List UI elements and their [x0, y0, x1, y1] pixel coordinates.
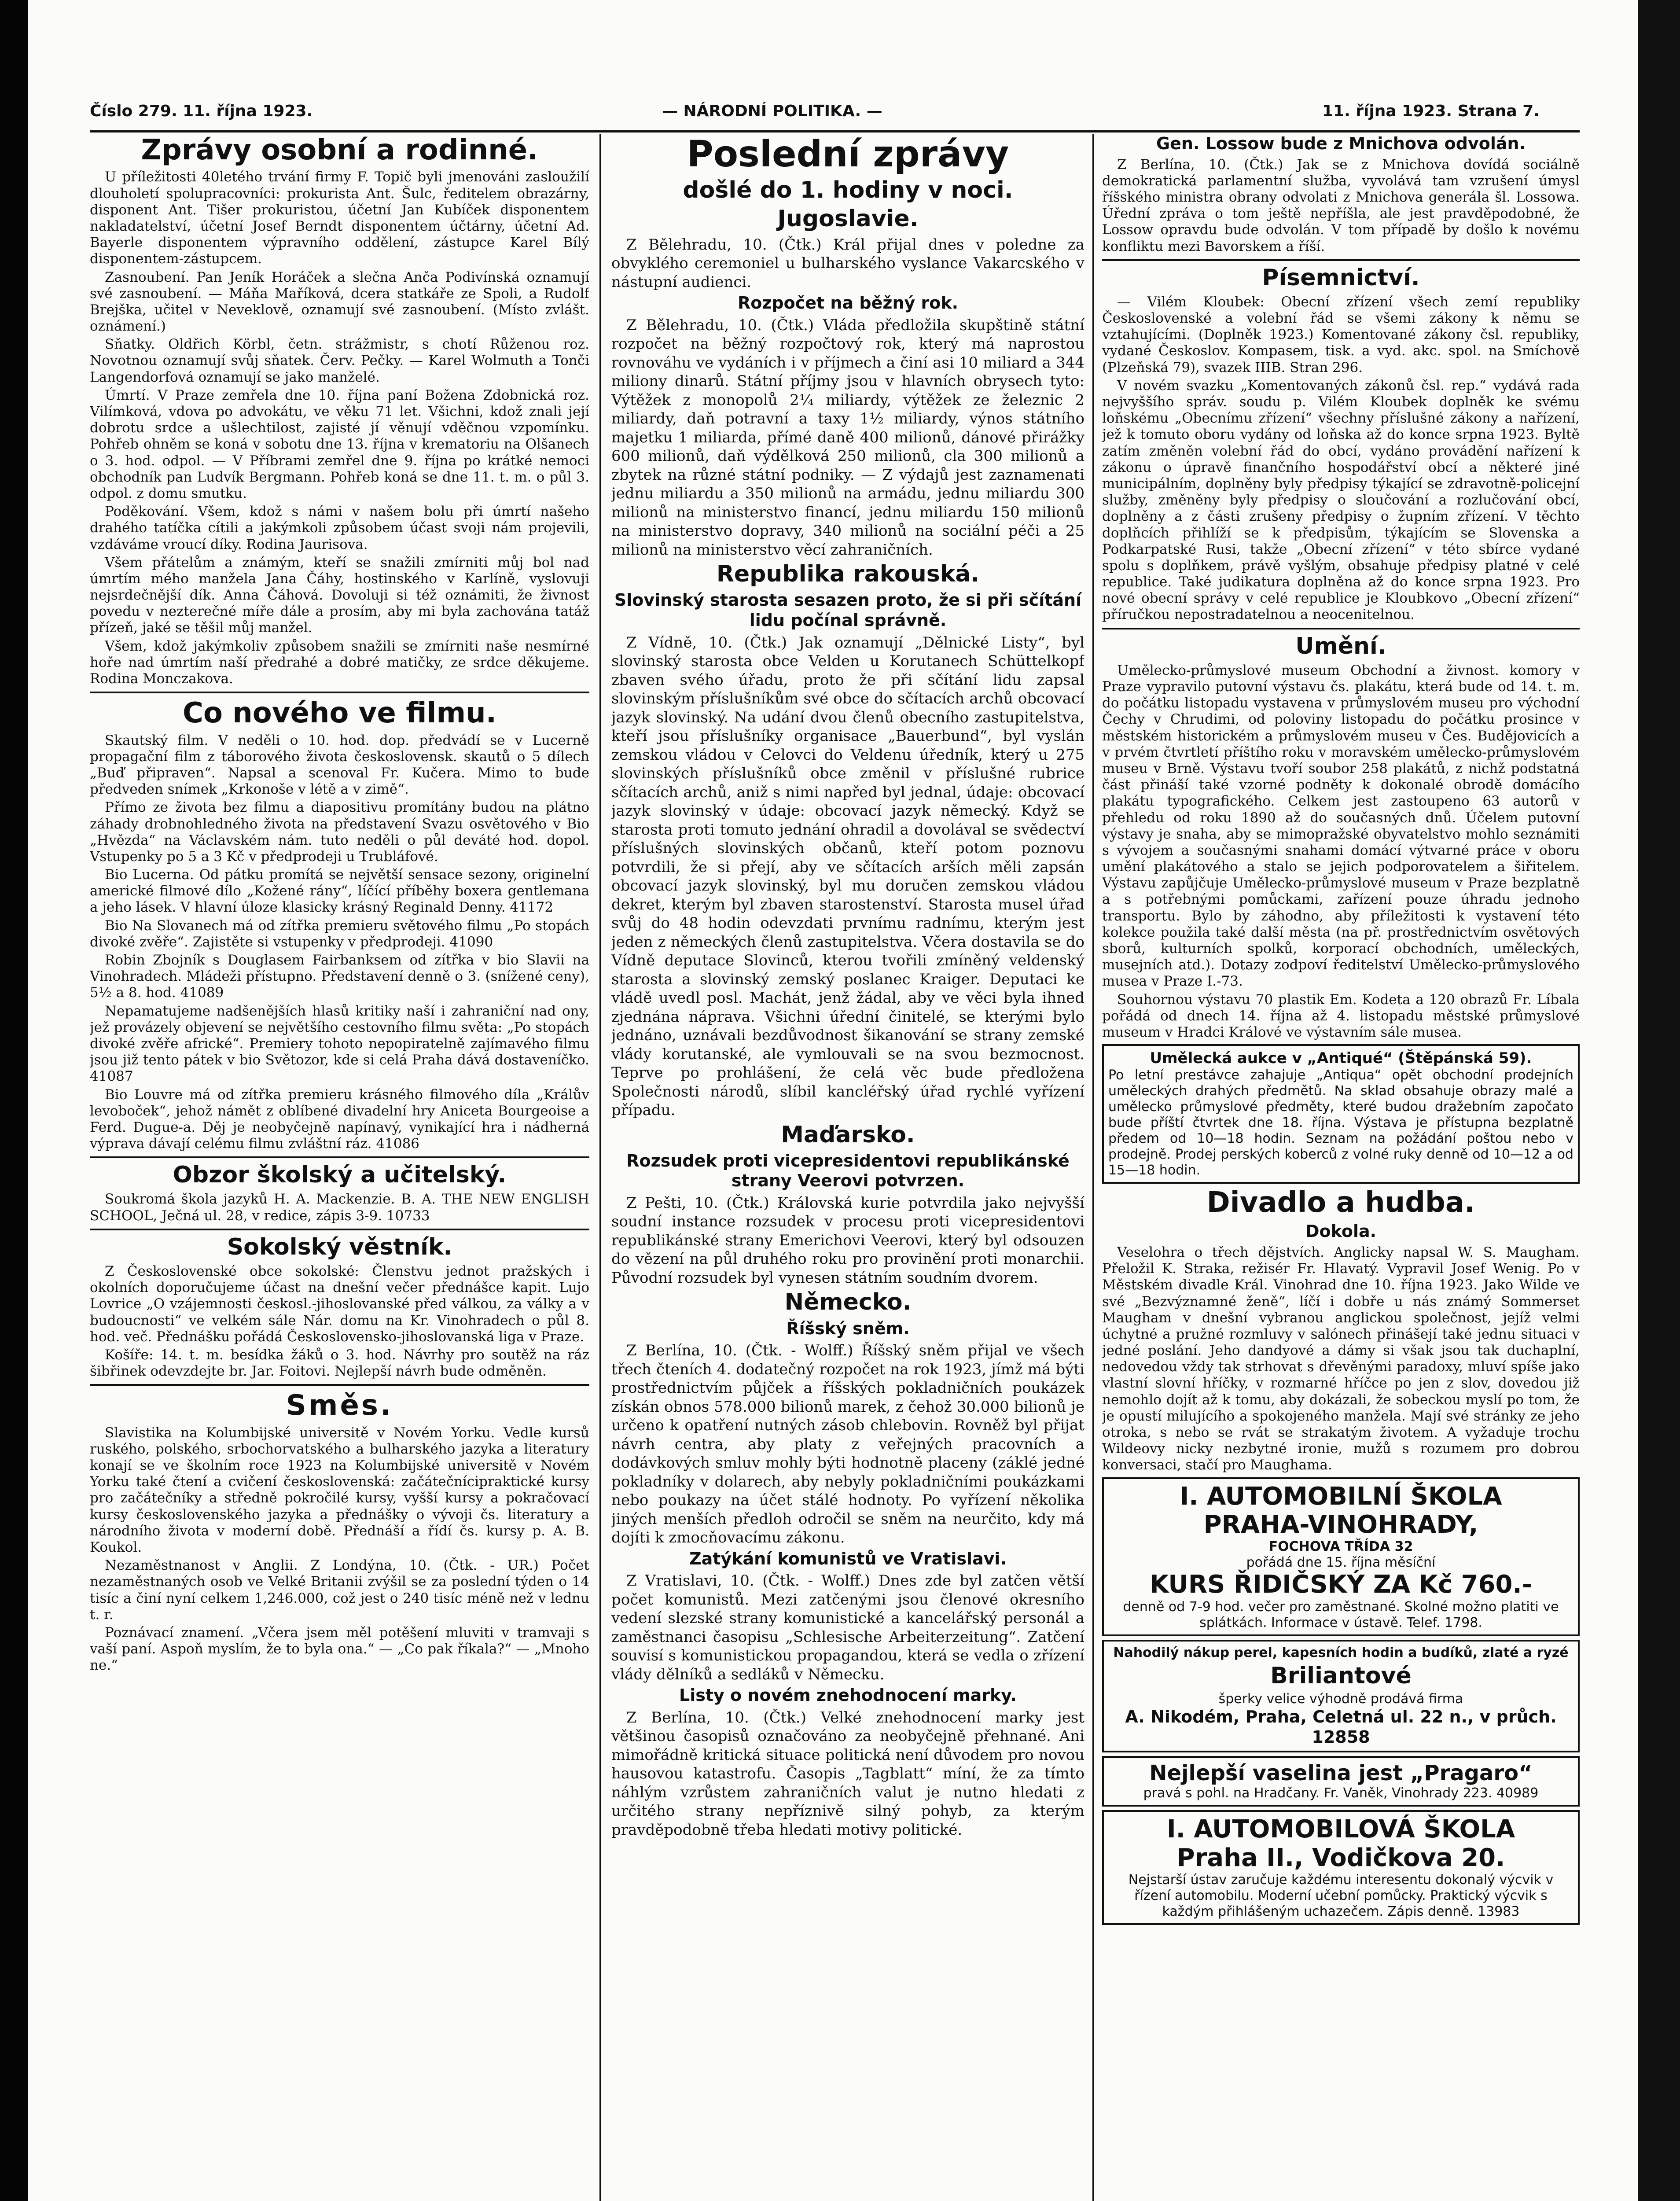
zpravy-para-3: Sňatky. Oldřich Körbl, četn. strážmistr, s chotí Růženou roz. Novotnou oznamují svůj sňatek. Červ. Pečky. — Karel Wolmuth a Tonči Langendorfová oznamují se jako manželé.: [90, 336, 589, 385]
nemecko-subheading-2: Zatýkání komunistů ve Vratislavi.: [689, 1549, 1007, 1568]
latest-news-subtitle: došlé do 1. hodiny v noci.: [683, 177, 1013, 204]
film-para-1: Skautský film. V neděli o 10. hod. dop. předvádí se v Lucerně propagační film z táborového života československ. skautů o 5 dílech „Buď připraven“. Napsal a scenoval Fr. Kučera. Mimo to bude předveden snímek „Krkonoše v létě a v zimě“.: [90, 732, 589, 798]
skolsky-para-1: Soukromá škola jazyků H. A. Mackenzie. B. A. THE NEW ENGLISH SCHOOL, Ječná ul. 28, v redice, zápis 3-9. 10733: [90, 1191, 589, 1224]
lossow-item: Z Berlína, 10. (Čtk.) Jak se z Mnichova dovídá sociálně demokratická parlamentní služba, vyvolává tam vzrušení úmysl říšského ministra obrany odvolati z Mnichova generála šl. Lossowa. Úřední zpráva o tom ještě nepříšla, ale jest pravděpodobné, že Lossow opravdu bude odvolán. V tom případě by došlo k novému konfliktu mezi Bavorskem a říší.: [1102, 156, 1580, 254]
heading-rakousko: Republika rakouská.: [716, 561, 980, 588]
column-rule-1: [599, 134, 601, 2201]
ad2-sub: šperky velice výhodně prodává firma: [1218, 1691, 1463, 1707]
section-title-film: Co nového ve filmu.: [182, 697, 497, 730]
divider: [90, 1229, 589, 1230]
section-title-zpravy: Zprávy osobní a rodinné.: [141, 134, 538, 166]
heading-jugoslavie: Jugoslavie.: [777, 206, 919, 232]
latest-news-title: Poslední zprávy: [687, 133, 1009, 175]
nemecko-item-3: Z Berlína, 10. (Čtk.) Velké znehodnocení marky jest většinou časopisů označováno za neobyčejně přehnané. Ani mimořádně kritická situace politická není důvodem pro novou hausovou katastrofu. Časopis „Tagblatt“ míní, že za tímto náhlým vzrůstem zahraničních valut je nutno hledati z určitého strany nepříznivě silný pohyb, za kterým pravděpodobně třeba hledati motivy politické.: [611, 1708, 1084, 1839]
section-title-smes: Směs.: [286, 1389, 393, 1422]
ad2-name: A. Nikodém, Praha, Celetná ul. 22 n., v průch. 12858: [1125, 1707, 1557, 1747]
section-title-pismenictvi: Písemnictví.: [1262, 264, 1420, 291]
newspaper-page: [28, 0, 1638, 2201]
film-para-7: Bio Louvre má od zítřka premieru krásného filmového díla „Králův levoboček“, jehož námět z oblíbené divadelní hry Aniceta Bourgeoise a Ferd. Dugue-a. Děj je neobyčejně napínavý, vynikající hra i nádherná výprava dávají celému filmu zvláštní ráz. 41086: [90, 1086, 589, 1152]
column-rule-2: [1092, 134, 1094, 2201]
nemecko-item-1: Z Berlína, 10. (Čtk. - Wolff.) Říšský sněm přijal ve všech třech čteních 4. dodatečný rozpočet na rok 1923, jímž má býti prostřednictvím půjček a říšských pokladničních poukázek získán obnos 578.000 bilionů marek, z čehož 30.000 bilionů je určeno k opatření nutných zásob chlebovin. Rovněž byl přijat návrh centra, aby platy z veřejných pracovních a dodávkových smluv mohly býti hodnotně placeny (záklé jedné pokladníky v dolarech, aby nebyly pokladničními poukázkami nebo poukazy na účet stálé hodnoty. Po vyřízení několika jiných menších předloh odročil se sněm na neurčito, kdy má dojíti k zmocňovacímu zákonu.: [611, 1342, 1084, 1547]
section-title-divadlo: Divadlo a hudba.: [1206, 1186, 1475, 1219]
film-para-5: Robin Zbojník s Douglasem Fairbanksem od zítřka v bio Slavii na Vinohradech. Mládeži přístupno. Představení denně o 3. (snížené ceny), 5½ a 8. hod. 41089: [90, 952, 589, 1001]
zpravy-para-2: Zasnoubení. Pan Jeník Horáček a slečna Anča Podivínská oznamují své zasnoubení. — Máňa Maříková, dcera statkáře ze Spoli, a Rudolf Brejška, učitel v Neveklově, oznamují své zasnoubení. (Místo zvlášt. oznámení.): [90, 269, 589, 335]
zpravy-para-7: Všem, kdož jakýmkoliv způsobem snažili se zmírniti naše nesmírné hoře nad úmrtím naší předrahé a dobré matičky, ze srdce děkujeme. Rodina Monczakova.: [90, 638, 589, 687]
column-1: [90, 132, 589, 2201]
zpravy-para-5: Poděkování. Všem, kdož s námi v našem bolu při úmrtí našeho drahého tatíčka cítili a jakýmkoli způsobem účast svoji nám projevili, vzdáváme vroucí díky. Rodina Jaurisova.: [90, 504, 589, 552]
sokol-para-2: Košíře: 14. t. m. besídka žáků o 3. hod. Návrhy pro soutěž na ráz šibřinek odevzdejte br. Jar. Foitovi. Nejlepší návrh bude odměněn.: [90, 1347, 589, 1380]
ad1-date: pořádá dne 15. října měsíční: [1246, 1555, 1436, 1571]
ad4-city: Praha II., Vodičkova 20.: [1176, 1843, 1505, 1872]
scan-right-edge: [1638, 0, 1680, 2201]
nemecko-item-2: Z Vratislavi, 10. (Čtk. - Wolff.) Dnes zde byl zatčen větší počet komunistů. Mezi zatčenými jsou členové okresního vedení slezské strany komunistické a kancelářský personál a zaměstnanci časopisu „Schlesische Arbeiterzeitung“. Zatčení souvisí s komunistickou propagandou, která se vedla o zřízení vlády dělníků a sedláků v Německu.: [611, 1572, 1084, 1683]
madarsko-subheading: Rozsudek proti vicepresidentovi republikánské strany Veerovi potvrzen.: [626, 1151, 1070, 1191]
film-para-6: Nepamatujeme nadšenějších hlasů kritiky naší i zahraniční nad ony, jež provázely objevení se největšího cestovního filmu světa: „Po stopách divoké zvěře africké“. Premiery tohoto nepopiratelně zajímavého filmu jsou již tento pátek v bio Světozor, kde si celá Praha dává dostaveníčko. 41087: [90, 1003, 589, 1085]
header-date-page: 11. října 1923. Strana 7.: [1322, 102, 1540, 120]
ad1-footer: denně od 7-9 hod. večer pro zaměstnané. Skolné možno platiti ve splátkách. Informace v ústavě. Telef. 1798.: [1123, 1599, 1559, 1631]
jugoslavie-item-1: Z Bělehradu, 10. (Čtk.) Král přijal dnes v poledne za obvyklého ceremoniel u bulharského vyslance Vakarcského v nástupní audienci.: [611, 236, 1084, 291]
smes-para-3: Poznávací znamení. „Včera jsem měl potěšení mluviti v tramvaji s vaší paní. Aspoň myslím, že to byla ona.“ — „Co pak říkala?“ — „Mnoho ne.“: [90, 1624, 589, 1674]
smes-para-1: Slavistika na Kolumbijské universitě v Novém Yorku. Vedle kursů ruského, polského, srbochorvatského a bulharského jazyka a literatury konají se ve školním roce 1923 na Kolumbijské universitě v Novém Yorku také čtení a cvičení československá: začátečnícipraktické kursy pro začátečníky a středně pokročilé kursy, vyšší kursy a pokračovací kursy československého jazyka a přednášky o vývoji čs. literatury a národního života v moderní době. Přednáší a řídí čs. kursy p. A. B. Koukol.: [90, 1424, 589, 1556]
header-issue: Číslo 279. 11. října 1923.: [90, 102, 313, 120]
rakousko-item: Z Vídně, 10. (Čtk.) Jak oznamují „Dělnické Listy“, byl slovinský starosta obce Velden u Korutanech Schüttelkopf zbaven svého úřadu, proto že při sčítání lidu zapsal slovinským příslušníkům své obce do sčítacích archů obcovací jazyk slovinský. Na udání dvou členů obecního zastupitelstva, kteří jsou příslušníky organisace „Bauerbund“, byl vyslán zemskou vládou v Celovci do Veldenu úředník, který u 275 slovinských příslušníků obce změnil v příslušné rubrice sčítacích archů, aniž s nimi napřed byl jednal, údaje: obcovací jazyk slovinský v údaje: obcovací jazyk německý. Když se starosta proti tomuto jednání ohradil a dovolával se svědectví příslušných slovinských občanů, kteří potom poznovu potvrdili, že si přejí, aby ve sčítacích arších měli zapsán obcovací jazyk slovinský, byl mu doručen zemskou vládou dekret, kterým byl zbaven starostenství. Starosta musel úřad svůj do 48 hodin odevzdati prvnímu radnímu, kterým jest jeden z německých členů zastupitelstva. Včera dostavila se do Vídně deputace Slovinců, kterou tvořili zmíněný veldenský starosta a slovinský zemský poslanec Kraiger. Deputaci ke vládě uvedl posl. Machát, jenž žádal, aby ve věci byla ihned zjednána náprava. Všichni úřední činitelé, se kterými bylo jednáno, uznávali bezdůvodnost šikanování se strany zemské vlády korutanské, ale vymlouvali se na svou bezmocnost. Teprve po prohlášení, že celá věc bude předložena Společnosti národů, slíbil kancléřský úřad rychlé vyřízení případu.: [611, 633, 1084, 1119]
ad-briliantove: [1102, 1640, 1580, 1752]
auction-notice: [1102, 1044, 1580, 1184]
umeni-para-2: Souhornou výstavu 70 plastik Em. Kodeta a 120 obrazů Fr. Líbala pořádá od dnech 14. října až 4. listopadu městské průmyslové museum v Hradci Králové ve výstavním sále musea.: [1102, 991, 1580, 1040]
ad1-course: KURS ŘIDIČSKÝ ZA Kč 760.-: [1150, 1570, 1532, 1599]
ad2-title: Briliantové: [1270, 1662, 1412, 1689]
madarsko-item: Z Pešti, 10. (Čtk.) Královská kurie potvrdila jako nejvyšší soudní instance rozsudek v procesu proti vicepresidentovi republikánské strany Emerichovi Veerovi, který byl odsouzen do vězení na půl druhého roku pro provinění proti monarchii. Původní rozsudek byl vynesen státním soudním dvorem.: [611, 1194, 1084, 1287]
zpravy-para-6: Všem přátelům a známým, kteří se snažili zmírniti můj bol nad úmrtím mého manžela Jana Čáhy, hostinského v Karlíně, vyslovuji nejsrdečnější dík. Anna Čáhová. Dovoluji si též oznámiti, že živnost povedu v nezterečné míře dále a prosím, aby mi byla zachována tatáž přízeň, jaké se těšil můj manžel.: [90, 554, 589, 636]
auction-text: Po letní prestávce zahajuje „Antiqua“ opět obchodní prodejních uměleckých drahých předmětů. Na sklad obsahuje obrazy malé a umělecko průmyslové předměty, které budou dražebním započato bude příští čtvrtek dne 18. října. Výstava je přístupna bezplatně předem od 10—18 hodin. Seznam na požádání poštou nebo v prodejně. Prodej perských koberců z volné ruky denně od 10—12 a od 15—18 hodin.: [1108, 1067, 1573, 1178]
ad-autoskola-vinohrady: [1102, 1477, 1580, 1636]
divider: [90, 1384, 589, 1386]
ad4-footer: Nejstarší ústav zaručuje každému interesentu dokonalý výcvik v řízení automobilu. Moderní učební pomůcky. Praktický výcvik s každým přihlášeným uchazečem. Zápis denně. 13983: [1128, 1872, 1554, 1920]
rakousko-subheading: Slovinský starosta sesazen proto, že si při sčítání lidu počínal správně.: [614, 590, 1082, 630]
nemecko-subheading-3: Listy o novém znehodnocení marky.: [679, 1686, 1017, 1705]
film-para-3: Bio Lucerna. Od pátku promítá se největší sensace sezony, originelní americké filmové dílo „Kožené rány“, líčící příběhy boxera gentlemana a jeho lásek. V hlavní úloze klasicky krásný Reginald Denny. 41172: [90, 867, 589, 916]
ad1-title: I. AUTOMOBILNÍ ŠKOLA: [1180, 1482, 1502, 1511]
film-para-4: Bio Na Slovanech má od zítřka premieru světového filmu „Po stopách divoké zvěře“. Zajistěte si vstupenky v předprodeji. 41090: [90, 917, 589, 950]
ad4-title: I. AUTOMOBILOVÁ ŠKOLA: [1166, 1815, 1515, 1844]
ad3-title: Nejlepší vaselina jest „Pragaro“: [1149, 1761, 1533, 1786]
sokol-para-1: Z Československé obce sokolské: Členstvu jednot pražských i okolních doporučujeme účast na dnešní večer přednášce kapit. Lujo Lovrice „O vzájemnosti českosl.-jihoslovanské před válkou, za války a v budoucnosti“ ve velkém sále Nár. domu na Kr. Vinohradech o půl 8. hod. več. Přednášku pořádá Československo-jihoslovanská liga v Praze.: [90, 1263, 589, 1345]
header-title: — NÁRODNÍ POLITIKA. —: [662, 102, 882, 120]
section-title-sokol: Sokolský věstník.: [227, 1233, 452, 1260]
film-para-2: Přímo ze života bez filmu a diapositivu promítány budou na plátno záhady drobnohledného života na představení Svazu osvětového v Bio „Hvězda“ na Václavském nám. tuto neděli o půl deváté hod. dopol. Vstupenky po 5 a 3 Kč v předprodeji u Trubláfové.: [90, 799, 589, 865]
divadlo-review: Veselohra o třech dějstvích. Anglicky napsal W. S. Maugham. Přeložil K. Straka, režisér Fr. Hlavatý. Vypravil Josef Wenig. Po v Městském divadle Král. Vinohrad dne 10. října 1923. Jako Wilde ve své „Bezvýznamné ženě“, líčí i dobře u nás známý Sommerset Maugham v dnešní vybranou anglickou společnost, jejíž velmi úchytné a pružné rozmluvy v salónech přinášejí také jednu situaci v jedné poslání. Jeho dandyové a dámy si však jsou tak duchaplní, nedovedou vždy tak strhovat s dřevěnými paradoxy, mluví spíše jako vlastní slovní hříčky, v rozmarné hříčce po jen z slov, dovedou již nemohlo dojít až k tomu, aby dokázali, že sobeckou myslí po tom, že je opustí milujícího a spokojeného manžela. Mají své stránky ze jeho otroka, s nebo se rvát se strakatým životem. A vyžaduje trochu Wildeovy nicky nezbytné ironie, mužů s rozumem pro dobrou konversaci, stačí pro Maughama.: [1102, 1244, 1580, 1473]
auction-title: Umělecká aukce v „Antiqué“ (Štěpánská 59).: [1150, 1049, 1532, 1067]
heading-madarsko: Maďarsko.: [781, 1121, 915, 1148]
divider: [90, 692, 589, 693]
scan-left-edge: [0, 0, 28, 2201]
jugoslavie-item-2: Z Bělehradu, 10. (Čtk.) Vláda předložila skupštině státní rozpočet na běžný rozpočtový rok, který má naprostou rovnováhu ve vydáních i v příjmech a činí asi 10 miliard a 344 miliony dinarů. Státní příjmy jsou v hlavních obrysech tyto: Výtěžek z monopolů 2¼ miliardy, výtěžek ze železnic 2 miliardy, daň potravní a taxy 1½ miliardy, výnos státního majetku 1 miliarda, přímé daně 400 milionů, dánové přirážky 600 milionů, daň výdělková 250 milionů, cla 300 milionů a zbytek na různé státní podniky. — Z výdajů jest zaznamenati jednu miliardu a 350 milionů na armádu, jednu miliardu 300 milionů na ministerstvo financí, jednu miliardu 150 milionů na ministerstvo dopravy, 340 milionů na sociální péči a 25 milionů na ministerstvo věcí zahraničních.: [611, 316, 1084, 559]
divider: [1102, 628, 1580, 629]
divider: [1102, 259, 1580, 261]
page-header: [28, 102, 1638, 129]
pismenictvi-para-2: V novém svazku „Komentovaných zákonů čsl. rep.“ vydává rada nejvyššího správ. soudu p. Vilém Kloubek doplněk ke svému loňskému „Obecnímu zřízení“ všechny příslušné zákony a nařízení, jež k tomuto oboru vydány od loňska až do konce srpna 1923. Byltě zatím změněn volební řád do obcí, vydáno provádění nařízení k zákonu o úpravě finančního hospodářství obcí a některé jiné municipálním, doplněny byly předpisy týkající se zdravotně-policejní služby, změněny byly předpisy o sloučování a rozlučování obcí, doplněny a z části zrušeny předpisy o župním zřízení. V těchto doplňcích přihlíží se k předpisům, týkajícím se Slovenska a Podkarpatské Rusi, takže „Obecní zřízení“ v této sbírce vydané spolu s doplňkem, právě vyšlým, obsahuje předpisy platné v celé republice. Také judikatura doplněna až do konce srpna 1923. Pro nové obecní správy v celé republice je Kloubkovo „Obecní zřízení“ příručkou nepostradatelnou a neocenitelnou.: [1102, 377, 1580, 623]
section-title-skolsky: Obzor školský a učitelský.: [173, 1162, 507, 1189]
ad1-address: FOCHOVA TŘÍDA 32: [1268, 1539, 1413, 1555]
column-2: [611, 132, 1084, 2201]
zpravy-para-4: Úmrtí. V Praze zemřela dne 10. října paní Božena Zdobnická roz. Vilímková, vdova po advokátu, ve věku 71 let. Všichni, kdož znali její dobrotu srdce a ušlechtilost, zajisté jí věnují vděčnou vzpomínku. Pohřeb ohněm se koná v sobotu dne 13. října v krematoriu na Olšanech o 3. hod. odpol. — V Příbrami zemřel dne 9. října po krátké nemoci obchodník pan Ludvík Bergmann. Pohřeb koná se dne 11. t. m. o půl 3. odpol. z domu smutku.: [90, 387, 589, 501]
column-3: [1102, 132, 1580, 2201]
jugoslavie-subheading-2: Rozpočet na běžný rok.: [737, 293, 959, 313]
lossow-subheading: Gen. Lossow bude z Mnichova odvolán.: [1156, 134, 1526, 153]
heading-nemecko: Německo.: [784, 1289, 912, 1316]
pismenictvi-para-1: — Vilém Kloubek: Obecní zřízení všech zemí republiky Československé a volební řád se všemi zákony k němu se vztahujícími. (Doplněk 1923.) Komentované zákony čsl. republiky, vydané Českoslov. Kompasem, tisk. a vyd. akc. spol. na Smíchově (Plzeňská 79), svazek IIIB. Stran 296.: [1102, 294, 1580, 375]
ad-vaselina: [1102, 1756, 1580, 1807]
divadlo-subheading: Dokola.: [1305, 1222, 1377, 1241]
zpravy-para-1: U příležitosti 40letého trvání firmy F. Topič byli jmenováni zasloužilí dlouholetí spolupracovníci: prokurista Ant. Šulc, ředitelem obrazárny, disponent Ant. Tišer prokuristou, účetní Jan Kubíček disponentem nakladatelství, účetní Josef Berndt disponentem účtárny, účetní Ad. Bayerle disponentem výpravního oddělení, zástupce Karel Bílý disponentem-zástupcem.: [90, 169, 589, 267]
smes-para-2: Nezaměstnanost v Anglii. Z Londýna, 10. (Čtk. - UR.) Počet nezaměstnaných osob ve Velké Britanii zvýšil se za poslední týden o 14 tisíc a činí nyní celkem 1,246.000, což jest o 240 tisíc méně než v lednu t. r.: [90, 1557, 589, 1623]
ad-autoskola-vodickova: [1102, 1810, 1580, 1925]
divider: [90, 1156, 589, 1158]
ad1-city: PRAHA-VINOHRADY,: [1203, 1510, 1478, 1539]
umeni-para-1: Umělecko-průmyslové museum Obchodní a živnost. komory v Praze vypravilo putovní výstavu čs. plakátu, která bude od 14. t. m. do počátku listopadu vystavena v průmyslovém museu pro východní Čechy v Chrudimi, od poloviny listopadu do počátku prosince v městském historickém a průmyslovém museu v Čes. Budějovicích a v prvém čtvrtletí příštího roku v moravském umělecko-průmyslovém museu v Brně. Výstavu tvoří soubor 258 plakátů, z nichž podstatná část přináší také vzorné podněty k dokonalé obrodě domácího plakátu typografického. Celkem jest zastoupeno 63 autorů v přehledu od roku 1890 až do současných dnů. Účelem putovní výstavy je snaha, aby se mimopražské obyvatelstvo mohlo seznámiti s vývojem a současnými snahami domácí výtvarné práce v oboru umění plakátového a stalo se jejich podporovatelem a šiřitelem. Výstavu zapůjčuje Umělecko-průmyslové museum v Praze bezplatně a s potřebnými pomůckami, zařízení pouze úhradu jednoho transportu. Bylo by záhodno, aby příležitosti k vystavení této kolekce použila také další města (na př. prostřednictvím osvětových sborů, kulturních spolků, korporací obchodních, uměleckých, musejních atd.). Dotazy zodpoví ředitelství Umělecko-průmyslového musea v Praze I.-73.: [1102, 662, 1580, 990]
ad2-line: Nahodilý nákup perel, kapesních hodin a budíků, zlaté a ryzé: [1113, 1645, 1569, 1660]
nemecko-subheading-1: Říšský sněm.: [786, 1318, 910, 1338]
section-title-umeni: Umění.: [1295, 633, 1386, 659]
ad3-sub: pravá s pohl. na Hradčany. Fr. Vaněk, Vinohrady 223. 40989: [1143, 1785, 1539, 1801]
